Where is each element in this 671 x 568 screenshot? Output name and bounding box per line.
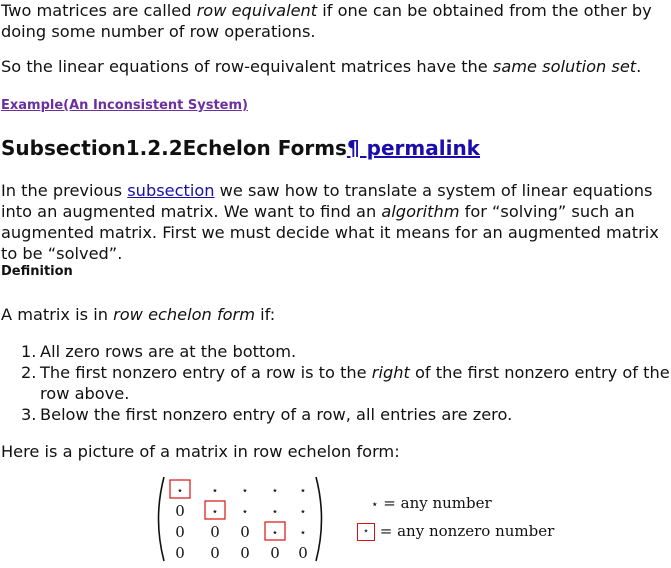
- matrix-entry: ⋆: [241, 484, 249, 497]
- matrix-entry: ⋆: [271, 484, 279, 497]
- text: Below the first nonzero entry of a row, all entries are zero.: [40, 405, 513, 424]
- text: if:: [254, 305, 276, 324]
- matrix-entry: ⋆: [271, 526, 279, 539]
- text: A matrix is in: [1, 305, 114, 324]
- matrix-entry: 0: [210, 544, 220, 562]
- example-inconsistent-system-link[interactable]: Example(An Inconsistent System): [1, 98, 248, 113]
- boxed-star-icon: [357, 523, 375, 541]
- text: .: [636, 57, 642, 76]
- text: Two matrices are called: [1, 1, 197, 20]
- matrix-entry: 0: [175, 523, 185, 541]
- section-number: 1.2.2: [125, 136, 183, 160]
- legend-any-number: [371, 494, 492, 516]
- matrix-entry: 0: [240, 544, 250, 562]
- emphasis: algorithm: [381, 202, 460, 221]
- text: All zero rows are at the bottom.: [40, 342, 297, 361]
- text: So the linear equations of row-equivalent matrices have the: [1, 57, 493, 76]
- picture-intro-paragraph: Here is a picture of a matrix in row echelon form:: [1, 442, 400, 461]
- text: we saw how to translate a system of linear equations into an augmented matrix. We want to find an: [1, 181, 653, 221]
- matrix-entry: 0: [298, 544, 308, 562]
- intro-paragraph: [1, 180, 671, 264]
- definition-list: [0, 341, 671, 425]
- emphasis: row echelon form: [113, 305, 255, 324]
- emphasis: right: [371, 363, 410, 382]
- emphasis: row equivalent: [196, 1, 318, 20]
- matrix-entry: 0: [175, 502, 185, 520]
- matrix-entry: 0: [270, 544, 280, 562]
- list-marker: 3.: [21, 405, 37, 424]
- matrix-entry: ⋆: [211, 484, 219, 497]
- definition-paragraph: [1, 304, 671, 325]
- permalink-link[interactable]: ¶ permalink: [346, 136, 480, 160]
- same-solution-paragraph: [1, 56, 671, 77]
- right-bracket: [316, 477, 322, 561]
- matrix-entry: ⋆: [299, 484, 307, 497]
- list-item: [0, 341, 671, 362]
- matrix-entry: ⋆: [299, 526, 307, 539]
- matrix-entry: 0: [175, 544, 185, 562]
- legend-any-nonzero-number: [357, 522, 554, 544]
- legend-text: = any nonzero number: [379, 522, 555, 540]
- section-title: Echelon Forms: [182, 136, 347, 160]
- left-bracket: [159, 477, 165, 561]
- matrix-legend: [355, 490, 595, 550]
- text: of the first nonzero entry of the row above.: [40, 363, 670, 403]
- section-heading: [1, 134, 480, 162]
- text: for “solving” such an augmented matrix. First we must decide what it means for an augmented matrix to be “solved”.: [1, 202, 659, 263]
- list-marker: 1.: [21, 342, 37, 361]
- section-label: Subsection: [1, 136, 126, 160]
- star-icon: ⋆: [371, 497, 379, 511]
- matrix-entry: 0: [240, 523, 250, 541]
- matrix-entry: ⋆: [271, 505, 279, 518]
- list-marker: 2.: [21, 363, 37, 382]
- matrix-entry: ⋆: [176, 484, 184, 497]
- matrix-entry: ⋆: [241, 505, 249, 518]
- list-item: [0, 404, 671, 425]
- row-equivalent-paragraph: [1, 0, 671, 42]
- subsection-link[interactable]: subsection: [127, 181, 215, 200]
- star-icon: ⋆: [362, 526, 370, 537]
- text: The first nonzero entry of a row is to the: [40, 363, 372, 382]
- legend-text: = any number: [383, 494, 492, 512]
- text: In the previous: [1, 181, 128, 200]
- text: if one can be obtained from the other by doing some number of row operations.: [1, 1, 652, 41]
- definition-title: Definition: [1, 264, 73, 279]
- echelon-matrix: [150, 474, 330, 564]
- matrix-entry: ⋆: [211, 505, 219, 518]
- list-item: [0, 362, 671, 404]
- echelon-matrix-figure: [150, 474, 330, 564]
- matrix-entry: 0: [210, 523, 220, 541]
- matrix-entry: ⋆: [299, 505, 307, 518]
- emphasis: same solution set: [492, 57, 637, 76]
